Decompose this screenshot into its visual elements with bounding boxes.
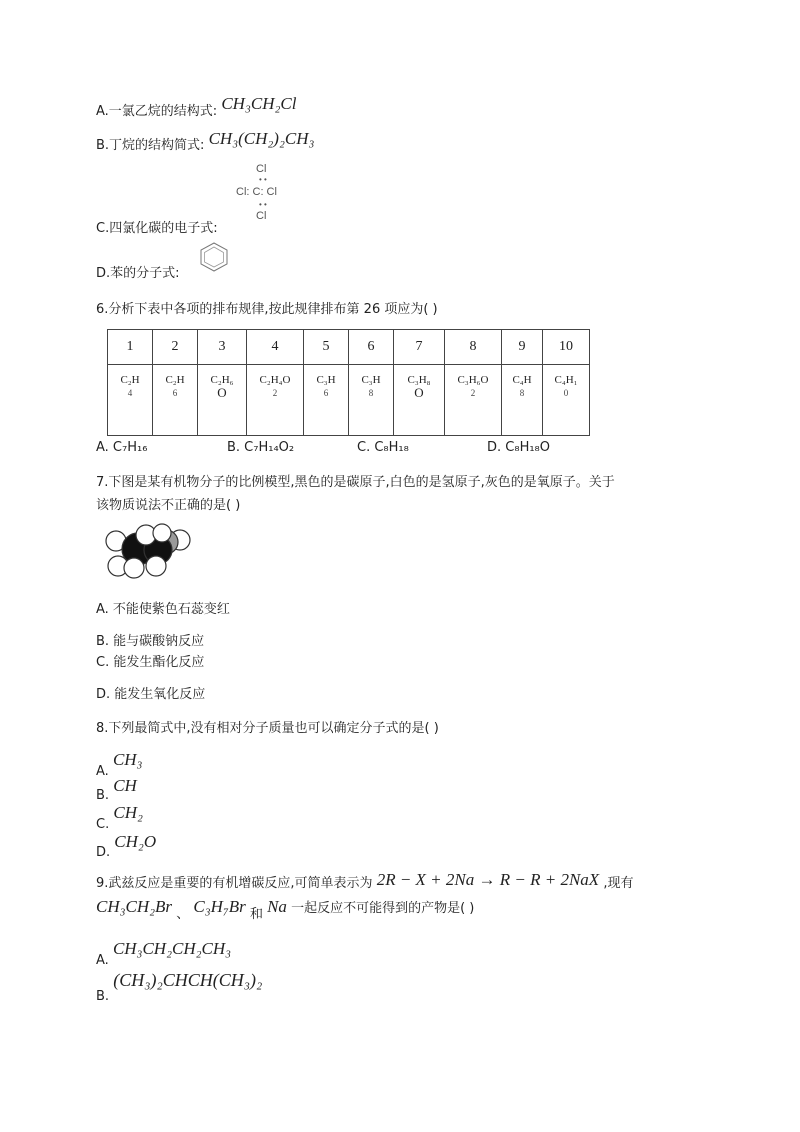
- sequence-index: 2: [153, 330, 198, 365]
- q8-option-b-formula: CH: [113, 776, 137, 795]
- cell-formula-wrap: 4: [127, 388, 133, 398]
- cell-formula-wrap: 2: [272, 388, 278, 398]
- sequence-cell: [198, 365, 247, 436]
- q8-option-a: [96, 750, 143, 779]
- sequence-cell: [304, 365, 349, 436]
- q9-option-b: [96, 970, 263, 1004]
- cell-formula-wrap: 6: [323, 388, 329, 398]
- cell-formula: C₄H: [512, 374, 532, 386]
- sequence-index: 6: [349, 330, 394, 365]
- q7-option-c: C. 能发生酯化反应: [96, 655, 205, 670]
- sequence-index: 1: [108, 330, 153, 365]
- q8-option-a-formula: CH₃: [112, 750, 143, 769]
- q9-stem-line2: [96, 897, 475, 922]
- cell-formula-wrap: O: [414, 385, 424, 400]
- q9-reactant-propyl-bromide: C₃H₇Br: [193, 897, 246, 916]
- q8-option-d-label: D.: [96, 845, 111, 860]
- q9-stem-a: 9.武兹反应是重要的有机增碳反应,可简单表示为: [96, 876, 373, 891]
- q9-option-b-formula: (CH₃)₂CHCH(CH₃)₂: [113, 970, 263, 990]
- q5-option-b-text: B.丁烷的结构简式:: [96, 138, 205, 153]
- sequence-table-header-row: [108, 330, 590, 365]
- q5-option-b-formula: CH₃(CH₂)₂CH₃: [208, 129, 315, 148]
- q6-option-a: A. C₇H₁₆: [96, 440, 148, 455]
- q6-option-b: B. C₇H₁₄O₂: [227, 440, 295, 455]
- q9-option-a-formula: CH₃CH₂CH₂CH₃: [112, 939, 232, 958]
- q7-stem-line2: 该物质说法不正确的是( ): [96, 498, 241, 513]
- q5-option-a-text: A.一氯乙烷的结构式:: [96, 104, 218, 119]
- q9-sodium: Na: [267, 897, 287, 916]
- ccl4-electron-formula-top: Cl: [256, 163, 267, 175]
- ccl4-electron-formula-bottom: Cl: [256, 210, 267, 222]
- q6-option-c: C. C₈H₁₈: [357, 440, 409, 455]
- q8-option-d-formula: CH₂O: [114, 832, 157, 851]
- cell-formula: C₃H₆O: [457, 374, 489, 386]
- q8-option-c-label: C.: [96, 817, 110, 832]
- sequence-cell: [153, 365, 198, 436]
- molecule-ball-model-image: [100, 522, 196, 580]
- q7-option-a: A. 不能使紫色石蕊变红: [96, 602, 230, 617]
- sequence-index: 10: [543, 330, 590, 365]
- q6-stem: 6.分析下表中各项的排布规律,按此规律排布第 26 项应为( ): [96, 302, 438, 317]
- sequence-cell: [394, 365, 445, 436]
- sequence-table: [107, 329, 590, 436]
- q8-option-b: [96, 776, 137, 803]
- sequence-cell: [108, 365, 153, 436]
- q7-option-d: D. 能发生氧化反应: [96, 687, 206, 702]
- q5-option-d-text: D.苯的分子式:: [96, 266, 180, 281]
- cell-formula-wrap: 8: [368, 388, 374, 398]
- q9-option-b-label: B.: [96, 989, 110, 1004]
- q5-option-c: C.四氯化碳的电子式:: [96, 221, 218, 236]
- q9-reactant-ethyl-bromide: CH₃CH₂Br: [96, 897, 173, 916]
- q9-option-a-label: A.: [96, 953, 109, 968]
- cell-formula-wrap: 0: [563, 388, 569, 398]
- cell-formula: C₂H₆: [210, 374, 234, 386]
- sequence-index: 3: [198, 330, 247, 365]
- cell-formula: C₃H: [316, 374, 336, 386]
- q8-stem: 8.下列最简式中,没有相对分子质量也可以确定分子式的是( ): [96, 721, 439, 736]
- q5-option-a: [96, 94, 297, 120]
- sequence-index: 9: [502, 330, 543, 365]
- ccl4-electron-dots-bottom: • •: [259, 200, 267, 209]
- q9-option-a: [96, 939, 232, 968]
- wurtz-reaction-equation: 2R − X + 2Na → R − R + 2NaX: [376, 870, 600, 889]
- q9-separator: 、: [176, 907, 190, 922]
- q7-option-b: B. 能与碳酸钠反应: [96, 634, 205, 649]
- sequence-cell: [502, 365, 543, 436]
- q9-stem-b: ,现有: [603, 876, 634, 891]
- cell-formula: C₃H₈: [407, 374, 431, 386]
- cell-formula-wrap: 8: [519, 388, 525, 398]
- cell-formula: C₃H: [361, 374, 381, 386]
- q9-stem-line1: [96, 872, 633, 892]
- cell-formula-wrap: O: [217, 385, 227, 400]
- sequence-cell: [543, 365, 590, 436]
- q8-option-c: [96, 803, 143, 832]
- cell-formula: C₄H₁: [554, 374, 578, 386]
- sequence-cell: [247, 365, 304, 436]
- q8-option-b-label: B.: [96, 788, 110, 803]
- sequence-index: 7: [394, 330, 445, 365]
- ccl4-electron-dots-top: • •: [259, 175, 267, 184]
- q5-option-b: [96, 129, 315, 154]
- q9-and-text: 和: [249, 907, 263, 922]
- q6-option-d: D. C₈H₁₈O: [487, 440, 550, 455]
- sequence-cell: [445, 365, 502, 436]
- benzene-ring-image: [196, 240, 232, 274]
- q5-option-a-formula: CH₃CH₂Cl: [221, 94, 297, 113]
- sequence-table-formula-row: [108, 365, 590, 436]
- cell-formula-wrap: 2: [470, 388, 476, 398]
- cell-formula-wrap: 6: [172, 388, 178, 398]
- q9-stem-c: 一起反应不可能得到的产物是( ): [291, 901, 475, 916]
- cell-formula: C₂H: [120, 374, 140, 386]
- cell-formula: C₂H₄O: [259, 374, 291, 386]
- q8-option-a-label: A.: [96, 764, 109, 779]
- q8-option-d: [96, 832, 157, 860]
- sequence-index: 8: [445, 330, 502, 365]
- q7-stem-line1: 7.下图是某有机物分子的比例模型,黑色的是碳原子,白色的是氢原子,灰色的是氧原子。关于: [96, 475, 615, 490]
- ccl4-electron-formula-mid: Cl: C: Cl: [236, 186, 277, 198]
- cell-formula: C₂H: [165, 374, 185, 386]
- q8-option-c-formula: CH₂: [113, 803, 143, 822]
- sequence-index: 4: [247, 330, 304, 365]
- sequence-cell: [349, 365, 394, 436]
- sequence-index: 5: [304, 330, 349, 365]
- q5-option-d: [96, 262, 180, 281]
